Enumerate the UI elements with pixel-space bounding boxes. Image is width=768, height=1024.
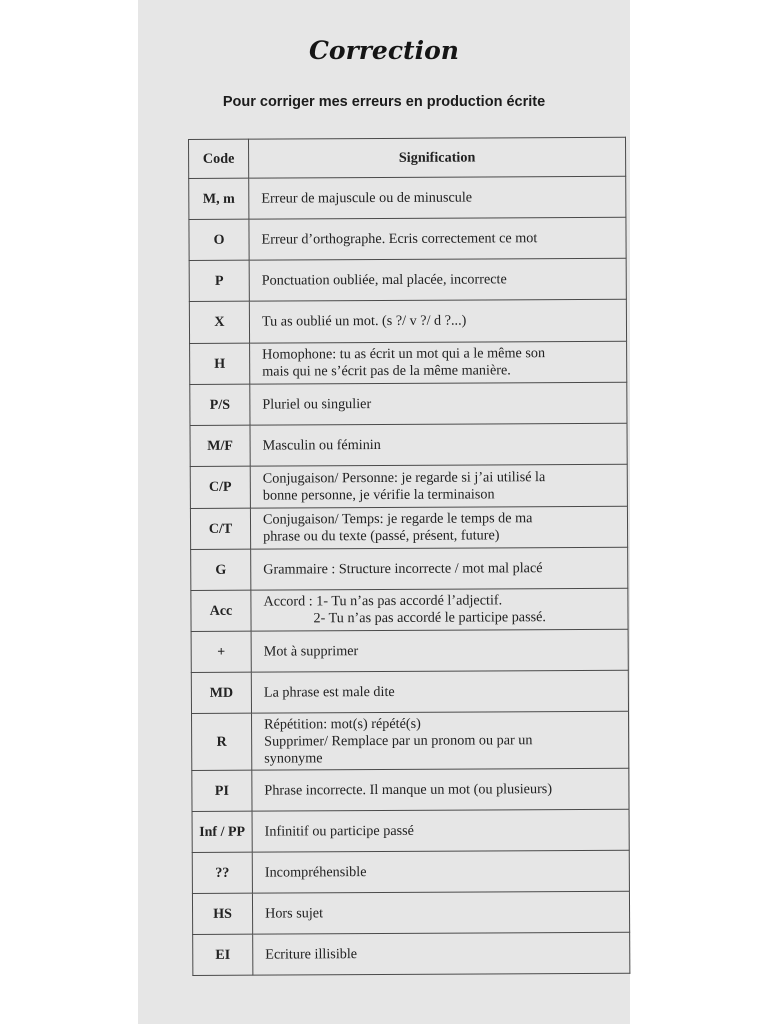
meaning-cell: Pluriel ou singulier [250,382,627,425]
code-cell: M/F [190,425,250,466]
table-row [192,768,629,811]
correction-code-table [188,137,630,976]
meaning-cell: Incompréhensible [252,850,629,893]
table-row [190,341,627,384]
table-row [190,506,627,549]
code-cell: H [190,343,250,384]
page-subtitle: Pour corriger mes erreurs en production écrite [222,94,546,110]
code-cell: EI [193,934,253,975]
table-row [189,176,626,219]
table-row [192,850,629,893]
table-row [191,670,628,713]
table-row [192,809,629,852]
code-cell: Inf / PP [192,811,252,852]
meaning-cell: Conjugaison/ Temps: je regarde le temps de ma phrase ou du texte (passé, présent, future) [250,506,627,549]
code-cell: C/P [190,466,250,508]
meaning-cell [251,588,628,631]
meaning-cell: Ecriture illisible [253,932,630,975]
table-row [191,547,628,590]
table-row [190,464,627,508]
table-row [193,932,630,975]
table-row [189,258,626,301]
code-cell: PI [192,770,252,811]
meaning-cell: Hors sujet [252,891,629,934]
table-row [189,299,626,343]
header-code: Code [189,139,249,178]
code-cell: X [189,301,249,343]
code-cell: O [189,219,249,260]
code-cell: G [191,549,251,590]
meaning-cell: Erreur d’orthographe. Ecris correctement ce mot [249,217,626,260]
meaning-cell: La phrase est male dite [251,670,628,713]
table-row [191,588,628,631]
code-cell: Acc [191,590,251,631]
meaning-cell: Ponctuation oubliée, mal placée, incorrecte [249,258,626,301]
meaning-cell: Grammaire : Structure incorrecte / mot mal placé [251,547,628,590]
code-cell: R [192,713,252,770]
meaning-cell: Répétition: mot(s) répété(s) Supprimer/ Remplace par un pronom ou par un synonyme [252,711,629,770]
meaning-cell: Homophone: tu as écrit un mot qui a le même son mais qui ne s’écrit pas de la même manière. [250,341,627,384]
code-cell: P/S [190,384,250,425]
meaning-cell: Infinitif ou participe passé [252,809,629,852]
table-header-row [189,137,626,178]
header-signification: Signification [249,137,626,178]
accord-line-2: 2- Tu n’as pas accordé le participe passé. [313,609,547,627]
meaning-cell: Masculin ou féminin [250,423,627,466]
table-row [190,382,627,425]
table-row [192,891,629,934]
meaning-cell: Phrase incorrecte. Il manque un mot (ou plusieurs) [252,768,629,811]
meaning-cell: Conjugaison/ Personne: je regarde si j’ai utilisé la bonne personne, je vérifie la terminaison [250,464,627,508]
table-row [190,423,627,466]
code-cell: HS [192,893,252,934]
table-row [189,217,626,260]
meaning-cell: Tu as oublié un mot. (s ?/ v ?/ d ?...) [249,299,626,343]
code-cell: ?? [192,852,252,893]
accord-line-1: Accord : 1- Tu n’as pas accordé l’adjectif. [263,592,503,610]
code-cell: M, m [189,178,249,219]
code-cell: P [189,260,249,301]
meaning-cell: Mot à supprimer [251,629,628,672]
table-row [191,629,628,672]
table-row [192,711,629,770]
paper-sheet [138,0,630,1024]
code-cell: MD [191,672,251,713]
meaning-cell: Erreur de majuscule ou de minuscule [249,176,626,219]
code-cell: C/T [190,508,250,549]
page-title: Correction [309,36,459,65]
code-cell: + [191,631,251,672]
